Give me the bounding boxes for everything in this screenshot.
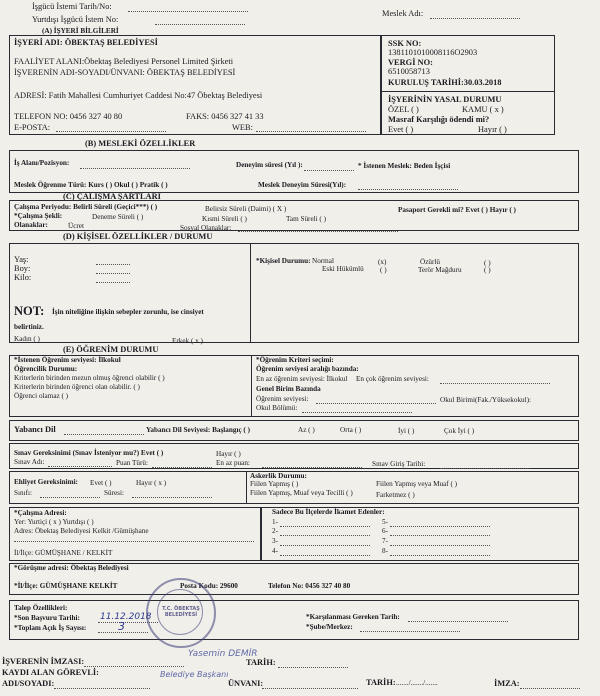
belirtiniz: belirtiniz. [14,323,44,331]
gorusme-adresi: *Görüşme adresi: Öbektaş Belediyesi [14,564,129,572]
dotted-line [84,666,184,667]
aralik-label: Öğrenim seviyesi aralığı bazında: [256,365,359,373]
tam-sureli[interactable]: Tam Süreli ( ) [286,215,327,223]
section-a-title: (A) İŞYERİ BİLGİLERİ [42,27,119,35]
unvani-label: ÜNVANI: [228,679,264,688]
normal-label: Normal [312,257,334,265]
section-b-title: (B) MESLEKİ ÖZELLİKLER [85,139,196,148]
en-az-ogrenim: En az öğrenim seviyesi: İlkokul [256,375,348,383]
kilo-label: Kilo: [14,273,32,282]
tarih2-label: TARİH: [366,678,396,687]
gorusme-telefon: Telefon No: 0456 327 40 80 [268,582,351,590]
sinav-adi: Sınav Adı: [14,458,45,466]
teror-label: Terör Mağduru [418,266,462,274]
teror-check[interactable]: ( ) [484,266,491,274]
en-cok-ogrenim: En çok öğrenim seviyesi: [356,375,429,383]
ssk-value: 1381101010008116O2903 [388,48,478,57]
dotted-line [302,412,412,413]
dotted-line [280,555,370,556]
ehliyet-hayir[interactable]: Hayır ( x ) [136,479,167,487]
calisma-sekli-label: *Çalışma Şekli: [14,212,63,220]
masraf-label: Masraf Karşılığı ödendi mi? [388,115,490,124]
faks: FAKS: 0456 327 41 33 [186,112,264,121]
dotted-line [155,24,245,25]
dotted-line [132,497,212,498]
ogrenme-turu: Meslek Öğrenme Türü: Kurs ( ) Okul ( ) Pratik ( ) [14,181,168,189]
sinav-hayir[interactable]: Hayır ( ) [216,450,241,458]
dotted-line [80,168,190,169]
karsilanma-tarihi: *Karşılanması Gereken Tarih: [306,613,400,621]
sosyal-olanaklar-label: Sosyal Olanaklar: [180,224,232,232]
dotted-line [48,466,112,467]
section-c-title: (C) ÇALIŞMA ŞARTLARI [63,192,161,201]
ozurlu-label: Özürlü [420,258,440,266]
divider [246,471,247,504]
masraf-evet[interactable]: Evet ( ) [388,125,414,134]
is-alani-label: İş Alanı/Pozisyon: [14,159,70,167]
faaliyet-alani: FAALİYET ALANI:Öbektaş Belediyesi Personel Limited Şirketi [14,57,234,66]
belediye-baskani: Belediye Başkanı [160,670,229,679]
kamu-option[interactable]: KAMU ( x ) [462,105,504,114]
section-e-title: (E) ÖĞRENİM DURUMU [63,345,159,354]
language-box [9,420,579,441]
kriter-mezun[interactable]: Kriterlerin birinden mezun olmuş öğrenci olabilir ( ) [14,374,165,382]
yas-label: Yaş: [14,255,29,264]
eski-hukumlu-check[interactable]: ( ) [380,266,387,274]
ikamet-1: 1- [272,518,278,526]
ssk-label: SSK NO: [388,39,422,48]
section-d-title: (D) KİŞİSEL ÖZELLİKLER / DURUMU [63,232,213,241]
ogrencilik-durumu: Öğrencilik Durumu: [14,365,78,373]
dotted-line [358,189,458,190]
dotted-line [96,282,130,283]
ehliyet-suresi: Süresi: [104,489,124,497]
istenen-ogrenim: *İstenen Öğrenim seviyesi: İlkokul [14,356,121,364]
deneme-sureli[interactable]: Deneme Süreli ( ) [92,213,144,221]
kisisel-durumu-label: *Kişisel Durumu: [256,257,311,265]
belirsiz-sureli[interactable]: Belirsiz Süreli (Daimi) ( X ) [205,205,287,213]
dil-az[interactable]: Az ( ) [298,426,315,434]
ozurlu-check[interactable]: ( ) [484,259,491,267]
divider [251,355,252,417]
dotted-line [98,632,148,633]
ikamet-4: 4- [272,547,278,555]
isgucu-istemi-label: İşgücü İstemi Tarih/No: [32,2,112,11]
toplam-acik-label: *Toplam Açık İş Sayısı: [14,624,87,632]
ikamet-7: 7- [382,537,388,545]
tarih-label: TARİH: [246,658,276,667]
fiilen-yapmis[interactable]: Fiilen Yapmış ( ) [250,480,299,488]
masraf-hayir[interactable]: Hayır ( ) [478,125,507,134]
dotted-line [128,11,248,12]
dotted-line [304,170,354,171]
meslek-deneyim-label: Meslek Deneyim Süresi(Yıl): [258,181,347,189]
kaydi-alan: KAYDI ALAN GÖREVLİ: [2,668,99,677]
dotted-line [56,131,166,132]
en-az-puan: En az puan: [216,459,250,467]
deneyim-label: Deneyim süresi (Yıl ): [236,161,303,169]
sinav-gereksinimi: Sınav Gereksinimi (Sınav İsteniyor mu?) Evet ( ) [14,449,164,457]
sinav-giris-tarihi: Sınav Giriş Tarihi: [372,460,426,468]
ikamet-5: 5- [382,518,388,526]
son-basvuru-label: *Son Başvuru Tarihi: [14,614,80,622]
dotted-line [278,667,348,668]
imza-label: İMZA: [494,679,520,688]
ogrenim-seviyesi: Öğrenim seviyesi: [256,395,309,403]
dotted-line [408,621,508,622]
eski-hukumlu-label: Eski Hükümlü [322,265,364,273]
dotted-line [390,535,490,536]
okul-bolumu: Okul Bölümü: [256,404,298,412]
dotted-line [280,545,370,546]
ogrenci-olamaz[interactable]: Öğrenci olamaz ( ) [14,392,69,400]
adi-soyadi: ADI/SOYADI: [2,679,55,688]
ucret-label: Ücret [68,222,84,230]
tarih2-slashes: ......./......./....... [396,679,438,687]
not-text: İşin niteliğine ilişkin sebepler zorunlu, ise cinsiyet [52,308,204,316]
dotted-line [262,467,362,468]
kadin-option[interactable]: Kadın ( ) [14,335,40,343]
ikamet-8: 8- [382,547,388,555]
calisma-adresi-title: *Çalışma Adresi: [14,509,67,517]
dotted-line [316,403,436,404]
vergi-label: VERGİ NO: [388,58,433,67]
dil-cok-iyi[interactable]: Çok İyi ( ) [444,427,475,435]
kurulus-tarihi: KURULUŞ TARİHİ:30.03.2018 [388,78,502,87]
dotted-line [54,688,150,689]
calisma-periyodu: Çalışma Periyodu: Belirli Süreli (Geçici***) ( ) [14,203,158,211]
olanaklar-label: Olanaklar: [14,221,48,229]
farketmez[interactable]: Farketmez ( ) [376,491,415,499]
eposta: E-POSTA: [14,123,51,132]
dotted-line [96,273,130,274]
dotted-line [256,131,366,132]
vergi-value: 6510058713 [388,67,430,76]
boy-label: Boy: [14,264,31,273]
yurtdisi-istem-label: Yurtdışı İşgücü İstem No: [32,15,119,24]
ehliyet-evet[interactable]: Evet ( ) [90,479,112,487]
ehliyet-label: Ehliyet Gereksinimi: [14,478,78,486]
divider [381,91,555,92]
dotted-line [520,688,580,689]
imza-yazi: Yasemin DEMİR [188,649,258,659]
kriter-ogrenci[interactable]: Kriterlerin birinden öğrenci olan olabilir. ( ) [14,383,140,391]
kriter-secimi: *Öğrenim Kriteri seçimi: [256,356,334,364]
ikamet-6: 6- [382,527,388,535]
ikamet-2: 2- [272,527,278,535]
meslek-adi-label: Meslek Adı: [382,9,424,18]
ehliyet-sinifi: Sınıfı: [14,489,32,497]
divider [250,243,251,343]
yer-option[interactable]: Yer: Yurtiçi ( x ) Yurtdışı ( ) [14,518,94,526]
dotted-line [280,526,370,527]
son-basvuru-value: 11.12.2018 [100,612,152,622]
dotted-line [238,231,398,232]
dotted-line [152,467,212,468]
talep-box [9,600,579,640]
posta-kodu: Posta Kodu: 29600 [180,582,238,590]
dotted-line [14,541,254,542]
stamp-text: T.C. ÖBEKTAŞ BELEDİYESİ [162,606,200,618]
dil-iyi[interactable]: İyi ( ) [398,427,415,435]
yabanci-dil-label: Yabancı Dil [14,425,56,434]
calisma-il-ilce: İl/İlçe: GÜMÜŞHANE / KELKİT [14,549,113,557]
fiilen-muaf-tecilli[interactable]: Fiilen Yapmış, Muaf veya Tecilli ( ) [250,489,353,497]
dil-orta[interactable]: Orta ( ) [340,426,362,434]
askerlik-durumu: Askerlik Durumu: [250,472,307,480]
dotted-line [280,535,370,536]
dotted-line [430,18,520,19]
normal-check[interactable]: (x) [378,258,387,266]
fiilen-veya-muaf[interactable]: Fiilen Yapmış veya Muaf ( ) [376,480,458,488]
puan-turu: Puan Türü: [116,459,149,467]
ikamet-3: 3- [272,537,278,545]
istenen-meslek: * İstenen Meslek: Beden İşçisi [358,162,451,170]
kismi-sureli[interactable]: Kısmi Süreli ( ) [202,215,247,223]
dotted-line [40,497,100,498]
gorusme-il-ilce: *İl/İlçe: GÜMÜŞHANE KELKİT [14,582,118,590]
talep-title: Talep Özellikleri: [14,604,68,612]
not-label: NOT: [14,304,45,318]
sube-merkez: *Şube/Merkez: [306,623,353,631]
dotted-line [96,264,130,265]
ozel-option[interactable]: ÖZEL ( ) [388,105,419,114]
dotted-line [390,545,490,546]
pasaport-label: Pasaport Gerekli mi? Evet ( ) Hayır ( ) [398,206,516,214]
isveren-adi: İŞVERENİN ADI-SOYADI/ÜNVANI: ÖBEKTAŞ BELEDİYESİ [14,68,236,77]
dotted-line [440,468,530,469]
dotted-line [390,526,490,527]
ikamet-title: Sadece Bu İlçelerde İkamet Edenler: [272,508,385,516]
official-stamp [146,578,216,648]
isyeri-adi: İŞYERİ ADI: ÖBEKTAŞ BELEDİYESİ [14,38,158,47]
dotted-line [360,631,460,632]
okul-birimi: Okul Birimi(Fak./Yüksekokul): [440,396,532,404]
adres: ADRESİ: Fatih Mahallesi Cumhuriyet Caddesi No:47 Öbektaş Belediyesi [14,91,263,100]
dotted-line [64,434,144,435]
dotted-line [390,555,490,556]
yasal-durum-title: İŞYERİNİN YASAL DURUMU [388,95,502,104]
telefon: TELEFON NO: 0456 327 40 80 [14,112,123,121]
erkek-option[interactable]: Erkek ( x ) [172,337,203,345]
toplam-acik-value: 3 [118,620,125,633]
calisma-adres: Adres: Öbektaş Belediyesi Kelkit /Gümüşhane [14,527,149,535]
isveren-imzasi: İŞVERENİN İMZASI: [2,657,85,666]
dotted-line [262,688,358,689]
dotted-line [440,383,550,384]
dil-seviyesi: Yabancı Dil Seviyesi: Başlangıç ( ) [146,426,251,434]
genel-birim: Genel Birim Bazında [256,385,321,393]
web: WEB: [232,123,253,132]
